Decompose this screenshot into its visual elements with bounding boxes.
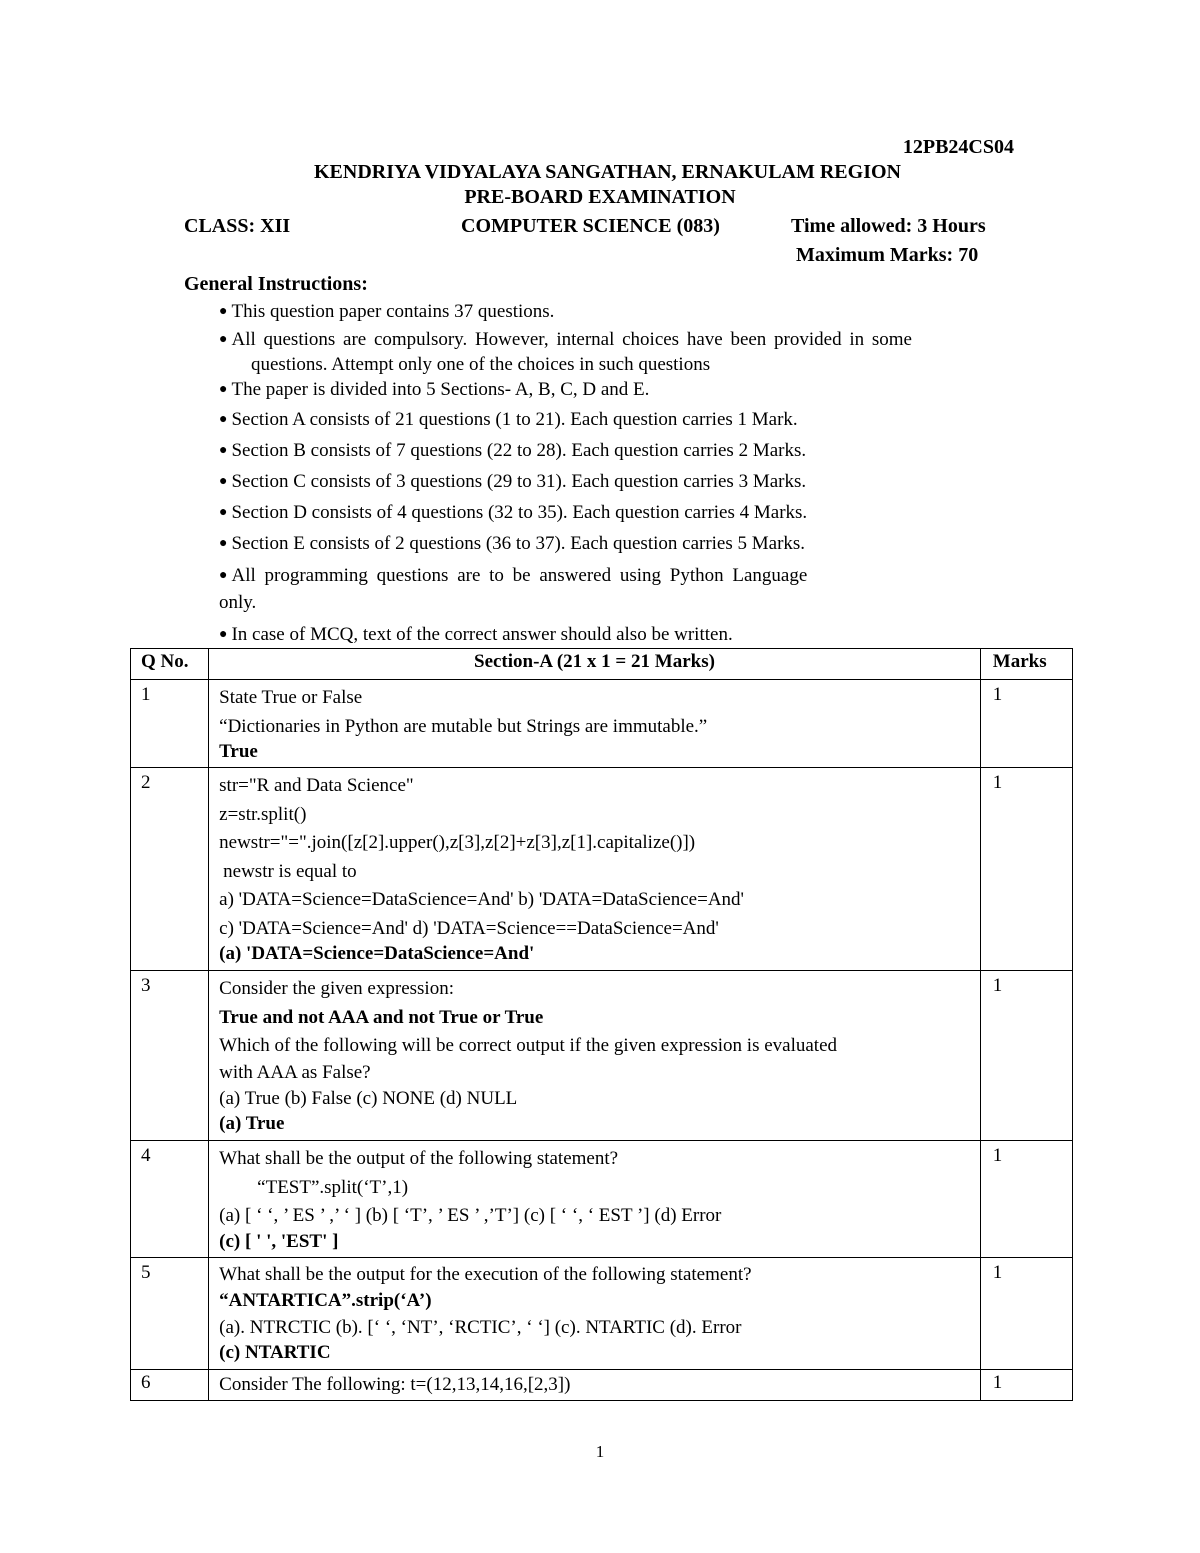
instruction-item-continued: only. bbox=[219, 592, 257, 613]
question-text bbox=[209, 768, 981, 971]
instruction-item: ● Section A consists of 21 questions (1 to 21). Each question carries 1 Mark. bbox=[219, 409, 798, 430]
instruction-item: ● In case of MCQ, text of the correct answer should also be written. bbox=[219, 624, 733, 645]
question-line: Consider the given expression: bbox=[219, 978, 454, 999]
general-instructions-title: General Instructions: bbox=[184, 273, 368, 295]
time-allowed-label: Time allowed: 3 Hours bbox=[791, 215, 986, 237]
instruction-item: ● All programming questions are to be answered using Python Language bbox=[219, 565, 808, 586]
maximum-marks-label: Maximum Marks: 70 bbox=[796, 244, 979, 266]
answer-line: True bbox=[219, 741, 258, 762]
table-header-row bbox=[131, 649, 1073, 680]
bullet-icon: ● bbox=[219, 412, 228, 427]
question-number: 2 bbox=[131, 768, 209, 971]
table-row bbox=[131, 971, 1073, 1141]
table-row bbox=[131, 1141, 1073, 1258]
question-text bbox=[209, 971, 981, 1141]
instruction-item: ● Section C consists of 3 questions (29 to 31). Each question carries 3 Marks. bbox=[219, 471, 807, 492]
instruction-item: ● This question paper contains 37 questions. bbox=[219, 301, 555, 322]
table-row bbox=[131, 1257, 1073, 1369]
question-line: newstr is equal to bbox=[223, 860, 357, 882]
answer-line: (a) True bbox=[219, 1113, 285, 1134]
question-line: What shall be the output of the following statement? bbox=[219, 1148, 619, 1169]
question-text bbox=[209, 680, 981, 768]
answer-line: (a) 'DATA=Science=DataScience=And' bbox=[219, 943, 535, 964]
header-section: Section-A (21 x 1 = 21 Marks) bbox=[209, 649, 981, 680]
question-text bbox=[209, 1141, 981, 1258]
table-row bbox=[131, 1369, 1073, 1400]
instruction-item: ● Section B consists of 7 questions (22 to 28). Each question carries 2 Marks. bbox=[219, 440, 807, 461]
bullet-icon: ● bbox=[219, 382, 228, 397]
header-marks: Marks bbox=[980, 649, 1072, 680]
instruction-item-continued: questions. Attempt only one of the choices in such questions bbox=[251, 354, 711, 375]
header-qno: Q No. bbox=[131, 649, 209, 680]
exam-title: PRE-BOARD EXAMINATION bbox=[464, 186, 736, 208]
paper-code: 12PB24CS04 bbox=[902, 136, 1014, 158]
question-marks: 1 bbox=[980, 1257, 1072, 1369]
instruction-item: ● Section E consists of 2 questions (36 to 37). Each question carries 5 Marks. bbox=[219, 533, 806, 554]
question-line: What shall be the output for the execution of the following statement? bbox=[219, 1263, 752, 1285]
question-marks: 1 bbox=[980, 768, 1072, 971]
bullet-icon: ● bbox=[219, 536, 228, 551]
question-table bbox=[130, 648, 1073, 1401]
bullet-icon: ● bbox=[219, 568, 228, 583]
question-line: with AAA as False? bbox=[219, 1061, 371, 1083]
bullet-icon: ● bbox=[219, 474, 228, 489]
option-line: (a). NTRCTIC (b). [‘ ‘, ‘NT’, ‘RCTIC’, ‘ ‘] (c). NTARTIC (d). Error bbox=[219, 1316, 742, 1338]
expression-line: True and not AAA and not True or True bbox=[219, 1006, 544, 1028]
table-row bbox=[131, 768, 1073, 971]
question-line: “Dictionaries in Python are mutable but Strings are immutable.” bbox=[219, 715, 708, 737]
option-line: c) 'DATA=Science=And' d) 'DATA=Science==DataScience=And' bbox=[219, 917, 719, 939]
question-number: 1 bbox=[131, 680, 209, 768]
bullet-icon: ● bbox=[219, 627, 228, 642]
table-row bbox=[131, 680, 1073, 768]
question-line: str="R and Data Science" bbox=[219, 775, 414, 796]
question-number: 3 bbox=[131, 971, 209, 1141]
subject-label: COMPUTER SCIENCE (083) bbox=[461, 215, 720, 237]
option-line: (a) [ ‘ ‘, ’ ES ’ ,’ ‘ ] (b) [ ‘T’, ’ ES ’ ,’T’] (c) [ ‘ ‘, ‘ EST ’] (d) Error bbox=[219, 1205, 722, 1226]
instruction-item: ● Section D consists of 4 questions (32 to 35). Each question carries 4 Marks. bbox=[219, 502, 808, 523]
option-line: a) 'DATA=Science=DataScience=And' b) 'DATA=DataScience=And' bbox=[219, 889, 744, 910]
question-number: 6 bbox=[131, 1369, 209, 1400]
question-marks: 1 bbox=[980, 680, 1072, 768]
expression-line: “ANTARTICA”.strip(‘A’) bbox=[219, 1289, 432, 1311]
instruction-item: ● The paper is divided into 5 Sections- A, B, C, D and E. bbox=[219, 379, 650, 400]
bullet-icon: ● bbox=[219, 505, 228, 520]
organization-title: KENDRIYA VIDYALAYA SANGATHAN, ERNAKULAM REGION bbox=[314, 161, 901, 183]
question-text bbox=[209, 1257, 981, 1369]
question-line: State True or False bbox=[219, 687, 363, 708]
question-number: 5 bbox=[131, 1257, 209, 1369]
option-line: (a) True (b) False (c) NONE (d) NULL bbox=[219, 1087, 518, 1109]
question-line: z=str.split() bbox=[219, 803, 307, 825]
bullet-icon: ● bbox=[219, 304, 228, 319]
question-line: “TEST”.split(‘T’,1) bbox=[257, 1176, 409, 1198]
question-marks: 1 bbox=[980, 1141, 1072, 1258]
page-number: 1 bbox=[595, 1442, 605, 1461]
answer-line: (c) NTARTIC bbox=[219, 1341, 331, 1363]
instruction-item: ● All questions are compulsory. However, internal choices have been provided in some bbox=[219, 329, 912, 350]
class-label: CLASS: XII bbox=[184, 215, 291, 237]
bullet-icon: ● bbox=[219, 332, 228, 347]
question-line: newstr="=".join([z[2].upper(),z[3],z[2]+z[3],z[1].capitalize()]) bbox=[219, 832, 696, 853]
question-line: Which of the following will be correct output if the given expression is evaluated bbox=[219, 1035, 838, 1056]
answer-line: (c) [ ' ', 'EST' ] bbox=[219, 1230, 339, 1252]
bullet-icon: ● bbox=[219, 443, 228, 458]
question-line: Consider The following: t=(12,13,14,16,[2,3]) bbox=[219, 1373, 571, 1395]
question-marks: 1 bbox=[980, 971, 1072, 1141]
question-marks: 1 bbox=[980, 1369, 1072, 1400]
question-text bbox=[209, 1369, 981, 1400]
question-number: 4 bbox=[131, 1141, 209, 1258]
